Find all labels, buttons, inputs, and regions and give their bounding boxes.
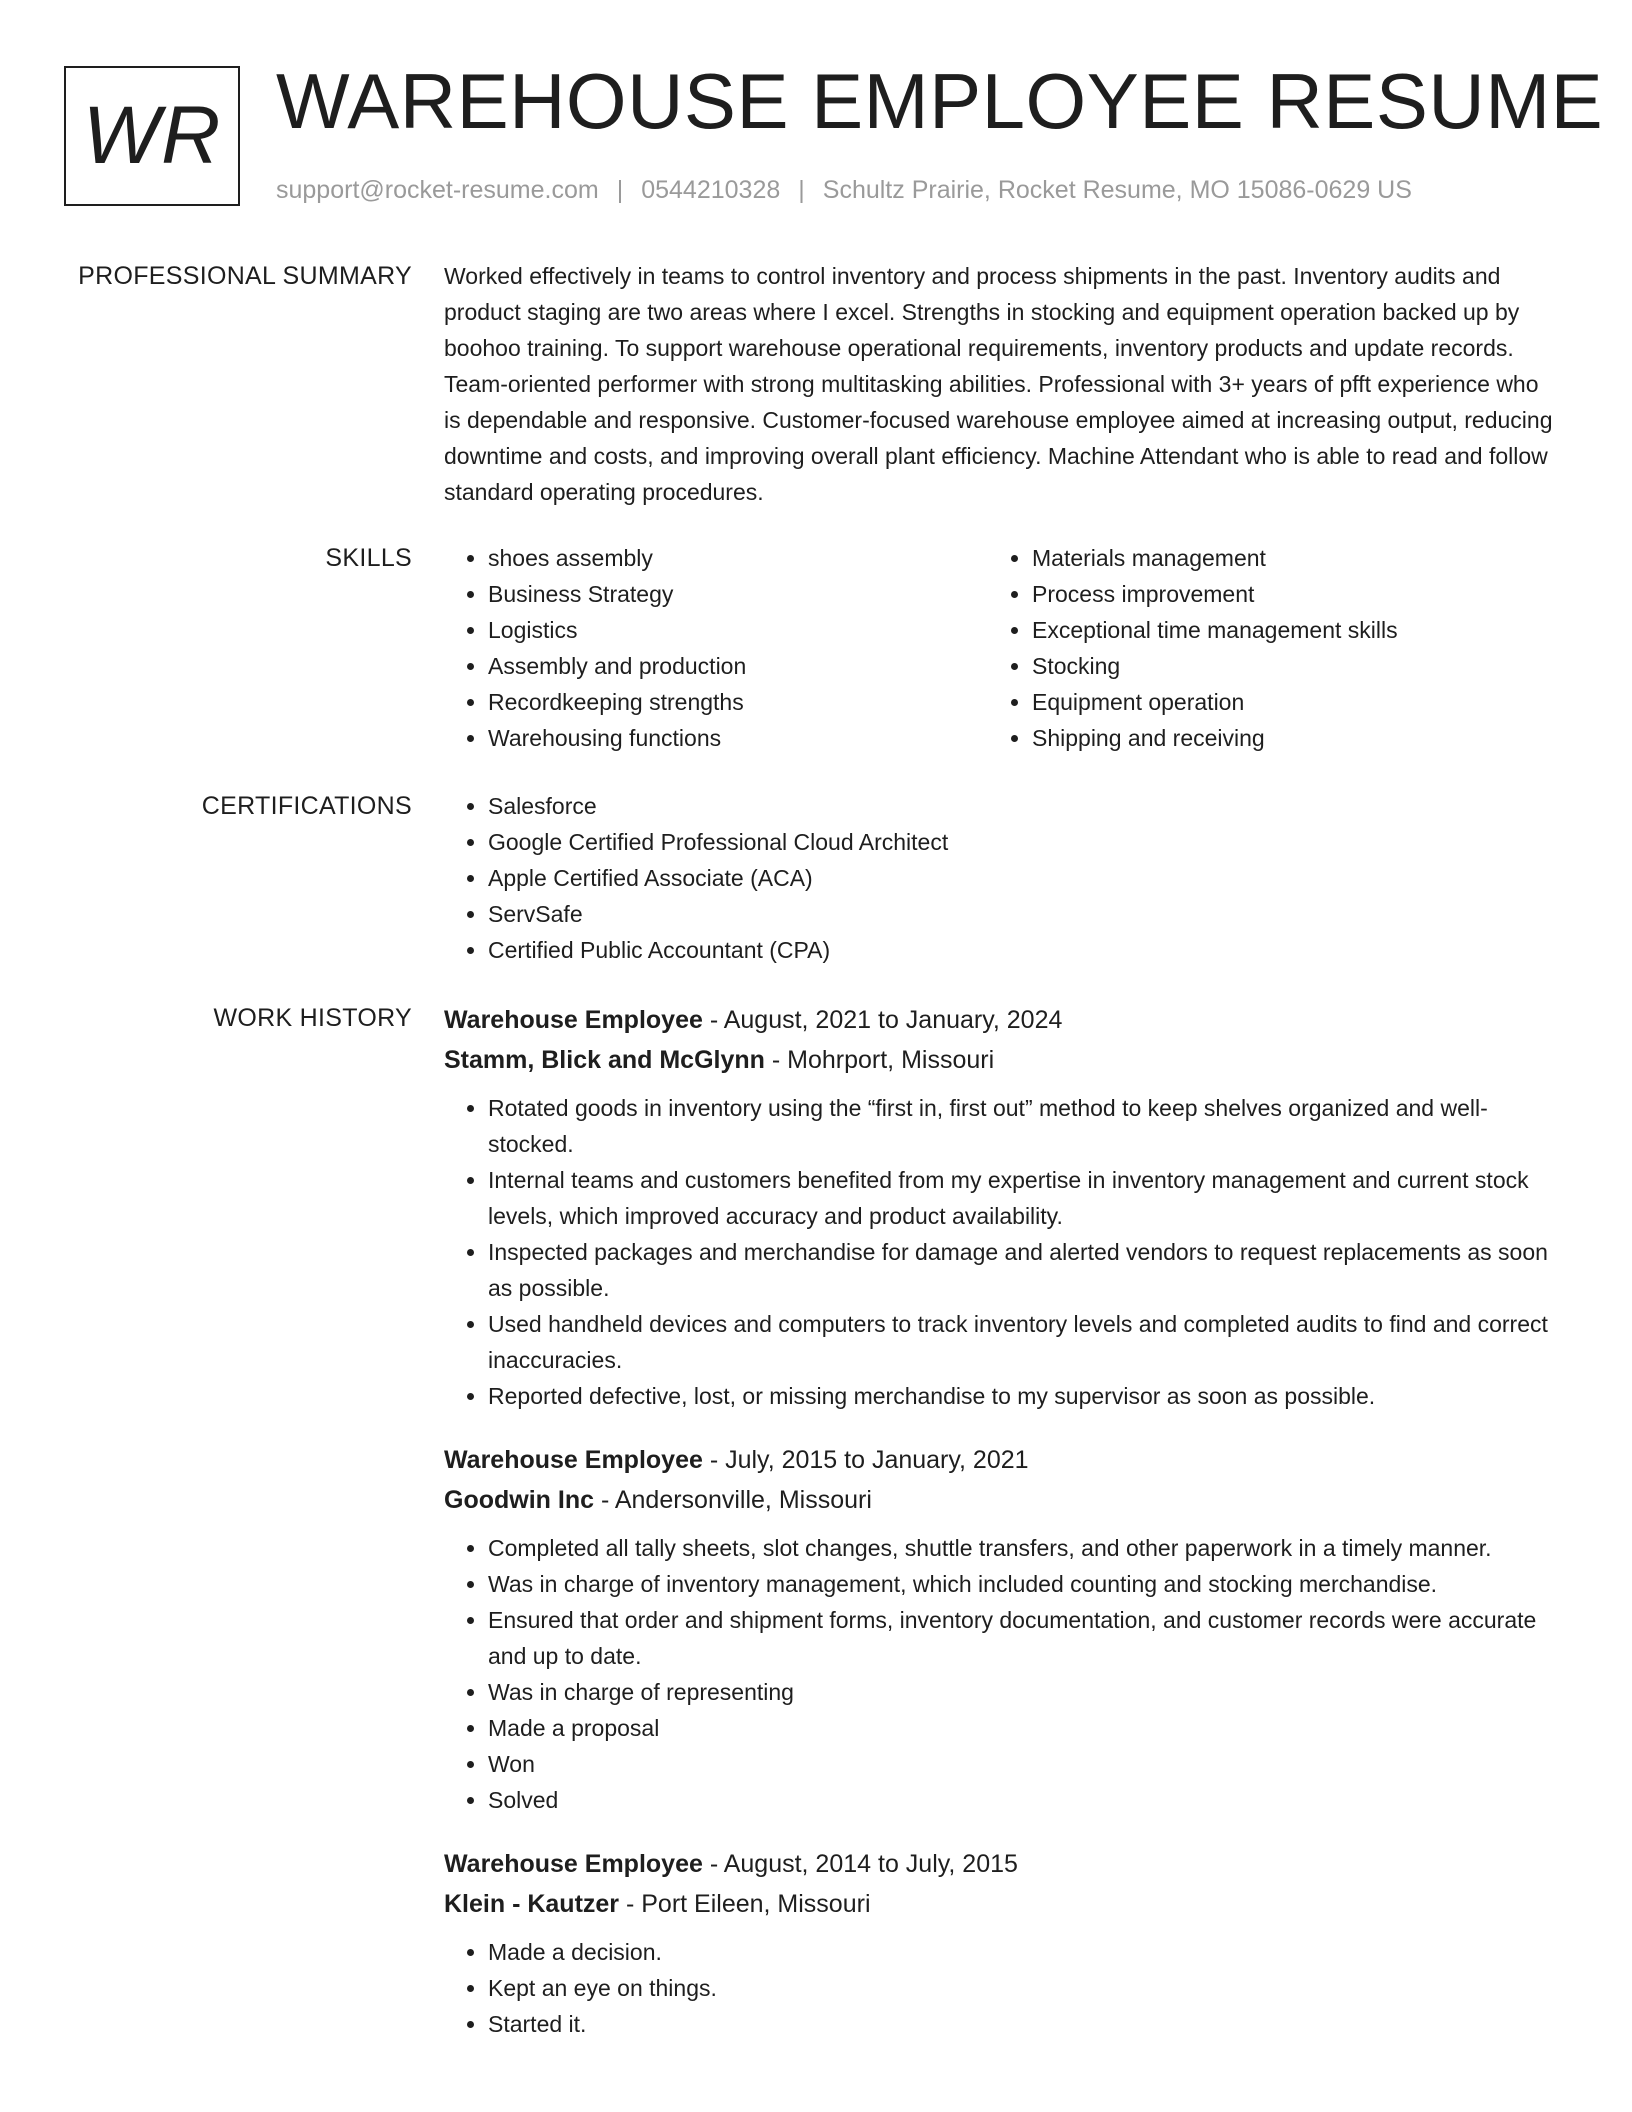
contact-separator: |	[616, 176, 624, 204]
job-duties-list	[444, 1530, 1556, 1818]
skills-list-right	[988, 540, 1532, 756]
certifications-list	[444, 788, 1556, 968]
certifications-body	[444, 788, 1556, 968]
resume-title: WAREHOUSE EMPLOYEE RESUME	[276, 57, 1604, 145]
job-title: Warehouse Employee	[444, 1446, 703, 1474]
job-duty: • Inspected packages and merchandise for damage and alerted vendors to request replacements as soon as possible.	[488, 1234, 1556, 1306]
job-duty: • Made a decision.	[488, 1934, 1556, 1970]
summary-text: Worked effectively in teams to control inventory and process shipments in the past. Inventory audits and product staging are two areas where I excel. Strengths in stocking and equipment operation backed up by boohoo training. To support warehouse operational requirements, inventory products and update records. Team-oriented performer with strong multitasking abilities. Professional with 3+ years of pfft experience who is dependable and responsive. Customer-focused warehouse employee aimed at increasing output, reducing downtime and costs, and improving overall plant efficiency. Machine Attendant who is able to read and follow standard operating procedures.	[444, 263, 1553, 505]
job-duties-list	[444, 1934, 1556, 2042]
job-entry	[444, 1000, 1556, 1414]
skill-item: • Exceptional time management skills	[1032, 612, 1532, 648]
job-duty: • Rotated goods in inventory using the “first in, first out” method to keep shelves organized and well-stocked.	[488, 1090, 1556, 1162]
skill-item: • Process improvement	[1032, 576, 1532, 612]
contact-phone[interactable]: 0544210328	[641, 176, 781, 204]
job-duty: • Was in charge of inventory management, which included counting and stocking merchandise.	[488, 1566, 1556, 1602]
job-duty: • Kept an eye on things.	[488, 1970, 1556, 2006]
job-location: - Mohrport, Missouri	[764, 1046, 995, 1074]
job-title: Warehouse Employee	[444, 1006, 703, 1034]
skill-item: • Shipping and receiving	[1032, 720, 1532, 756]
certification-item: • ServSafe	[488, 896, 1556, 932]
contact-email[interactable]: support@rocket-resume.com	[276, 176, 599, 204]
skill-item: • Materials management	[1032, 540, 1532, 576]
job-title-line	[444, 1000, 1556, 1040]
skill-item: • Equipment operation	[1032, 684, 1532, 720]
section-heading: SKILLS	[325, 544, 412, 572]
section-heading: PROFESSIONAL SUMMARY	[78, 262, 412, 290]
job-location: - Andersonville, Missouri	[594, 1486, 872, 1514]
contact-address: Schultz Prairie, Rocket Resume, MO 15086-0629 US	[822, 176, 1412, 204]
job-duty: • Used handheld devices and computers to track inventory levels and completed audits to find and correct inaccuracies.	[488, 1306, 1556, 1378]
certification-item: • Apple Certified Associate (ACA)	[488, 860, 1556, 896]
job-location: - Port Eileen, Missouri	[619, 1890, 871, 1918]
job-dates: - August, 2021 to January, 2024	[702, 1006, 1063, 1034]
skills-list-left	[444, 540, 988, 756]
job-company-line	[444, 1040, 1556, 1080]
job-duty: • Completed all tally sheets, slot changes, shuttle transfers, and other paperwork in a timely manner.	[488, 1530, 1556, 1566]
job-duty: • Started it.	[488, 2006, 1556, 2042]
job-entry	[444, 1440, 1556, 1818]
certification-item: • Google Certified Professional Cloud Architect	[488, 824, 1556, 860]
job-duty: • Made a proposal	[488, 1710, 1556, 1746]
job-entry	[444, 1844, 1556, 2042]
contact-line	[276, 172, 1412, 208]
job-title-line	[444, 1844, 1556, 1884]
job-title-line	[444, 1440, 1556, 1480]
skill-item: • Stocking	[1032, 648, 1532, 684]
job-dates: - August, 2014 to July, 2015	[702, 1850, 1018, 1878]
skills-columns	[444, 540, 1556, 756]
skill-item: • Logistics	[488, 612, 988, 648]
job-dates: - July, 2015 to January, 2021	[702, 1446, 1029, 1474]
work-history-body	[444, 1000, 1556, 2068]
job-company: Goodwin Inc	[444, 1486, 594, 1514]
job-company: Stamm, Blick and McGlynn	[444, 1046, 765, 1074]
skill-item: • shoes assembly	[488, 540, 988, 576]
contact-separator: |	[798, 176, 805, 204]
section-heading: WORK HISTORY	[213, 1004, 412, 1032]
job-duty: • Solved	[488, 1782, 1556, 1818]
job-duties-list	[444, 1090, 1556, 1414]
skill-item: • Assembly and production	[488, 648, 988, 684]
monogram-badge: WR	[64, 66, 240, 206]
job-title: Warehouse Employee	[444, 1850, 703, 1878]
skill-item: • Warehousing functions	[488, 720, 988, 756]
certification-item: • Salesforce	[488, 788, 1556, 824]
job-company-line	[444, 1480, 1556, 1520]
job-duty: • Was in charge of representing	[488, 1674, 1556, 1710]
job-company: Klein - Kautzer	[444, 1890, 620, 1918]
section-heading: CERTIFICATIONS	[201, 792, 412, 820]
job-duty: • Ensured that order and shipment forms, inventory documentation, and customer records were accurate and up to date.	[488, 1602, 1556, 1674]
certification-item: • Certified Public Accountant (CPA)	[488, 932, 1556, 968]
skill-item: • Business Strategy	[488, 576, 988, 612]
job-company-line	[444, 1884, 1556, 1924]
job-duty: • Reported defective, lost, or missing merchandise to my supervisor as soon as possible.	[488, 1378, 1556, 1414]
skill-item: • Recordkeeping strengths	[488, 684, 988, 720]
job-duty: • Won	[488, 1746, 1556, 1782]
job-duty: • Internal teams and customers benefited from my expertise in inventory management and current stock levels, which improved accuracy and product availability.	[488, 1162, 1556, 1234]
